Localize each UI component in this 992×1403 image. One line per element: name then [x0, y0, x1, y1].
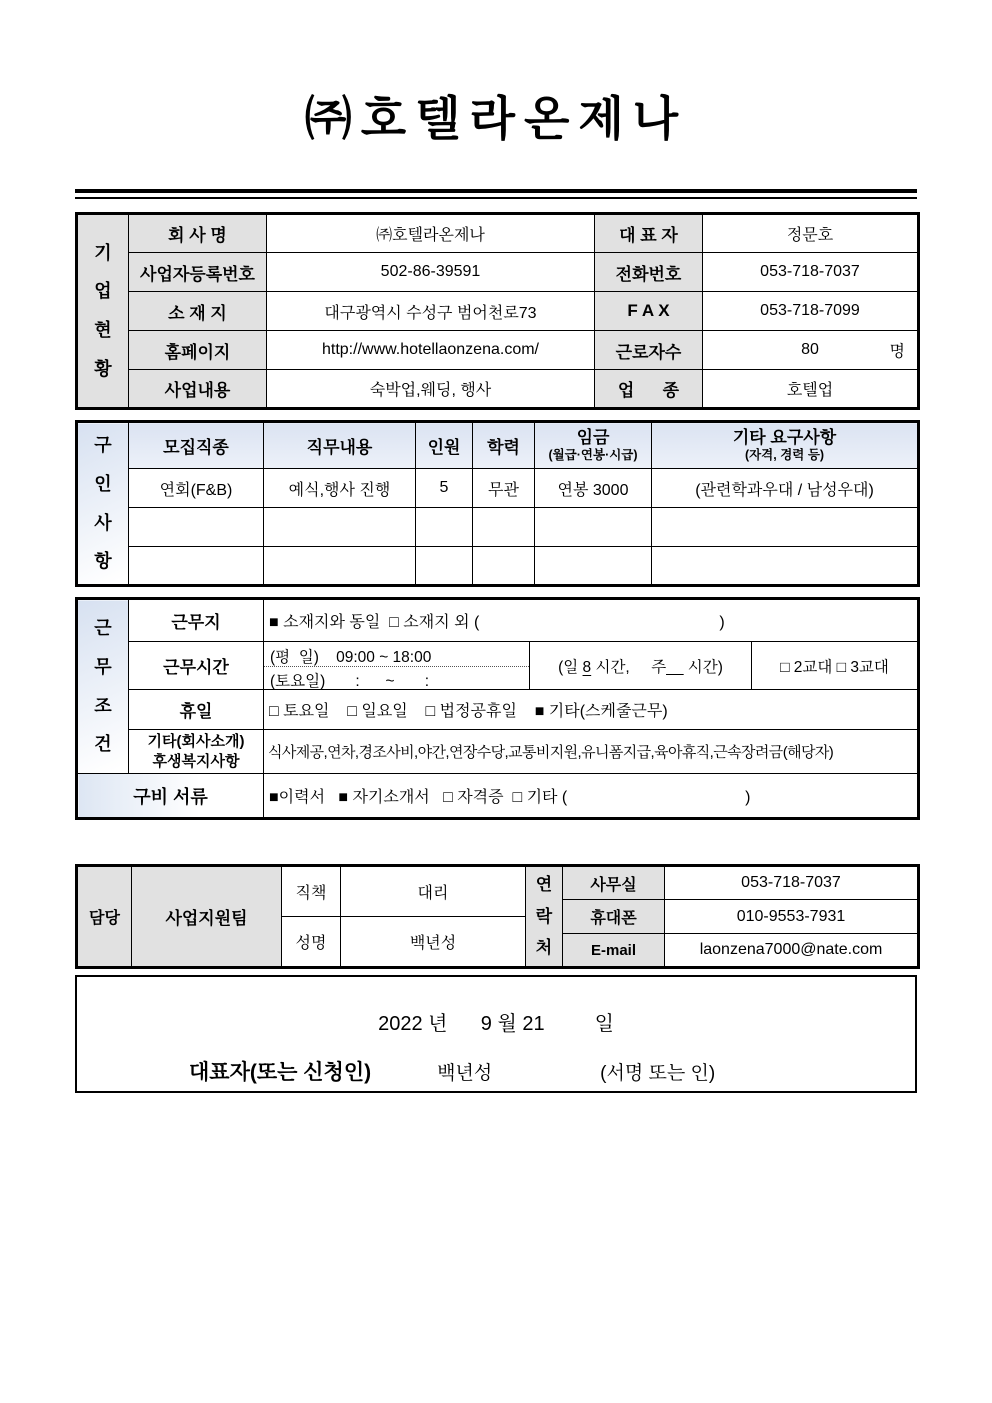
team-name: 사업지원팀 [132, 866, 282, 968]
recruit-row [77, 469, 919, 508]
table-row [77, 292, 919, 331]
etc-value [652, 508, 919, 547]
pay-value [535, 547, 652, 586]
signature-note: (서명 또는 인) [600, 1063, 716, 1084]
workplace-row [77, 599, 919, 642]
ceo-value: 정문호 [703, 214, 919, 253]
recruit-header-row [77, 422, 919, 469]
holiday-value: □ 토요일 □ 일요일 □ 법정공휴일 ■ 기타(스케줄근무) [264, 690, 919, 730]
pay-value: 연봉 3000 [535, 469, 652, 508]
name-value: 백년성 [341, 917, 526, 968]
welfare-row [77, 730, 919, 774]
recruit-row-empty [77, 508, 919, 547]
industry-value: 호텔업 [703, 370, 919, 409]
education-value: 무관 [473, 469, 535, 508]
mobile-label: 휴대폰 [563, 900, 665, 934]
position-value: 대리 [341, 866, 526, 917]
holiday-label: 휴일 [129, 690, 264, 730]
ceo-label: 대 표 자 [595, 214, 703, 253]
welfare-value: 식사제공,연차,경조사비,야간,연장수당,교통비지원,유니폼지급,육아휴직,근속장려금(해당자) [264, 730, 919, 774]
worktime-schedule [264, 642, 530, 690]
duty-value [264, 508, 416, 547]
company-name-value: ㈜호텔라온제나 [267, 214, 595, 253]
duty-value [264, 547, 416, 586]
date-line: 2022 년 9 월 21 일 [378, 1013, 614, 1035]
etc-header: 기타 요구사항 (자격, 경력 등) [652, 422, 919, 469]
count-header: 인원 [416, 422, 473, 469]
fax-label: F A X [595, 292, 703, 331]
signer-label: 대표자(또는 신청인) [189, 1061, 372, 1084]
fax-value: 053-718-7099 [703, 292, 919, 331]
homepage-label: 홈페이지 [129, 331, 267, 370]
homepage-value: http://www.hotellaonzena.com/ [267, 331, 595, 370]
pay-value [535, 508, 652, 547]
duty-header: 직무내용 [264, 422, 416, 469]
contact-row [77, 866, 919, 883]
signature-box [75, 975, 917, 1093]
phone-label: 전화번호 [595, 253, 703, 292]
business-label: 사업내용 [129, 370, 267, 409]
documents-row [77, 774, 919, 819]
email-label: E-mail [563, 934, 665, 968]
workplace-label: 근무지 [129, 599, 264, 642]
section-label-recruit: 구인사항 [77, 422, 129, 586]
education-value [473, 508, 535, 547]
recruit-row-empty [77, 547, 919, 586]
welfare-label: 기타(회사소개) 후생복지사항 [129, 730, 264, 774]
job-type-value [129, 508, 264, 547]
company-info-table [75, 212, 920, 410]
contact-channel-label: 연락처 [526, 866, 563, 968]
saturday-time: (토요일) : ~ : [270, 672, 430, 690]
duty-value: 예식,행사 진행 [264, 469, 416, 508]
etc-value [652, 547, 919, 586]
contact-table [75, 864, 920, 969]
manager-label: 담당 [77, 866, 132, 968]
daily-hours: (일 8 시간, 주__ 시간) [530, 642, 752, 690]
worktime-label: 근무시간 [129, 642, 264, 690]
count-value [416, 508, 473, 547]
etc-value: (관련학과우대 / 남성우대) [652, 469, 919, 508]
job-type-value [129, 547, 264, 586]
worktime-row [77, 642, 919, 690]
count-value: 5 [416, 469, 473, 508]
workers-label: 근로자수 [595, 331, 703, 370]
workers-unit: 명 [889, 343, 905, 361]
table-row [77, 331, 919, 370]
address-label: 소 재 지 [129, 292, 267, 331]
workers-value: 80 명 [703, 331, 919, 370]
biz-reg-no-value: 502-86-39591 [267, 253, 595, 292]
education-header: 학력 [473, 422, 535, 469]
title-divider [75, 189, 917, 199]
holiday-row [77, 690, 919, 730]
work-conditions-table [75, 597, 920, 820]
signer-name: 백년성 [437, 1063, 493, 1084]
business-value: 숙박업,웨딩, 행사 [267, 370, 595, 409]
education-value [473, 547, 535, 586]
name-label: 성명 [282, 917, 341, 968]
company-name-label: 회 사 명 [129, 214, 267, 253]
shift-options: □ 2교대 □ 3교대 [752, 642, 919, 690]
documents-label: 구비 서류 [77, 774, 264, 819]
office-label: 사무실 [563, 866, 665, 900]
signature-line [77, 1056, 915, 1086]
job-type-header: 모집직종 [129, 422, 264, 469]
section-label-work: 근무조건 [77, 599, 129, 774]
job-type-value: 연회(F&B) [129, 469, 264, 508]
table-row [77, 370, 919, 409]
recruit-table [75, 420, 920, 587]
company-title: ㈜호텔라온제나 [304, 92, 688, 145]
mobile-value: 010-9553-7931 [665, 900, 919, 934]
phone-value: 053-718-7037 [703, 253, 919, 292]
section-label-company: 기업현황 [77, 214, 129, 409]
pay-header: 임금 (월급·연봉·시급) [535, 422, 652, 469]
position-label: 직책 [282, 866, 341, 917]
documents-value: ■이력서 ■ 자기소개서 □ 자격증 □ 기타 ( ) [264, 774, 919, 819]
office-value: 053-718-7037 [665, 866, 919, 900]
email-value: laonzena7000@nate.com [665, 934, 919, 968]
biz-reg-no-label: 사업자등록번호 [129, 253, 267, 292]
table-row [77, 214, 919, 253]
workplace-value: ■ 소재지와 동일 □ 소재지 외 ( ) [264, 599, 919, 642]
address-value: 대구광역시 수성구 범어천로73 [267, 292, 595, 331]
count-value [416, 547, 473, 586]
table-row [77, 253, 919, 292]
weekday-time: (평 일) 09:00 ~ 18:00 [264, 643, 529, 667]
daily-hours-number: 8 [582, 658, 592, 676]
industry-label: 업 종 [595, 370, 703, 409]
